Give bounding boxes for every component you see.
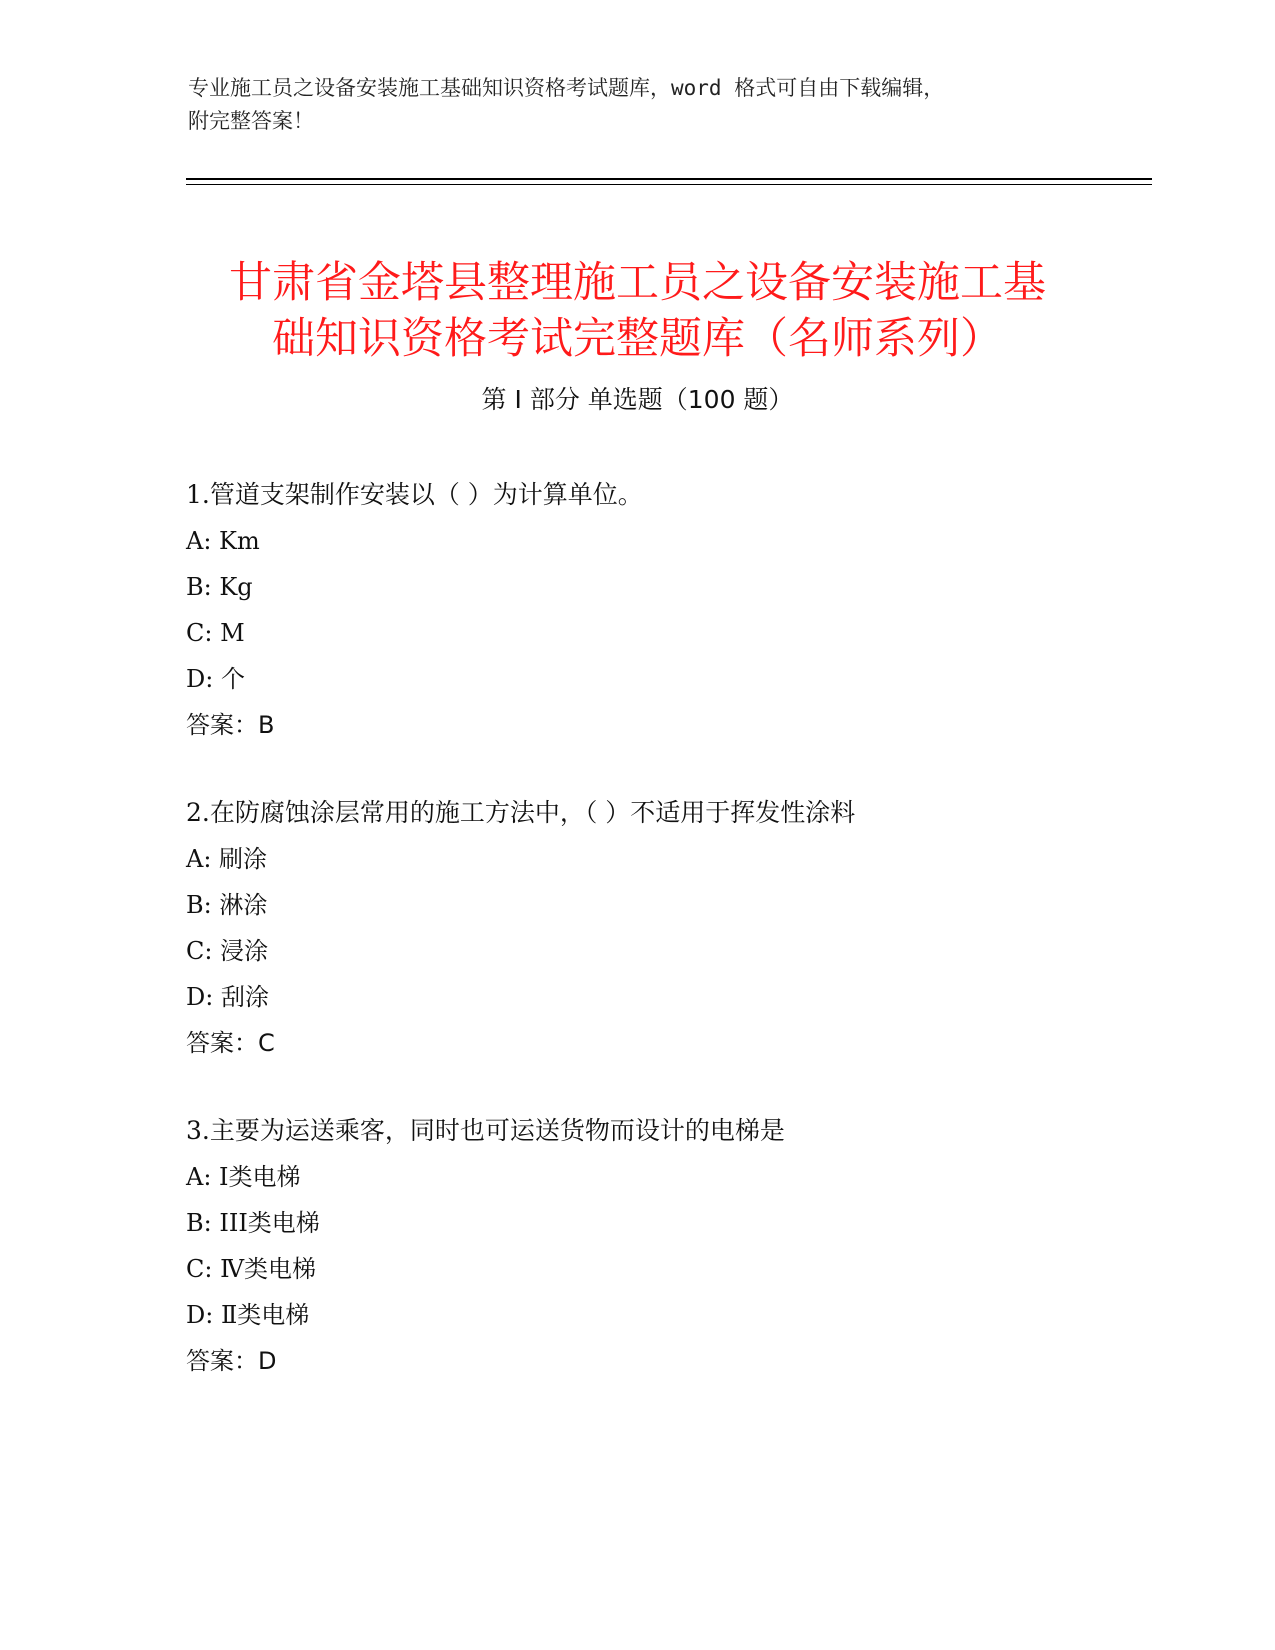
question-3: [186, 1114, 1186, 1378]
document-title-line-1: 甘肃省金塔县整理施工员之设备安装施工基: [229, 257, 1046, 308]
option-c: C: Ⅳ类电梯: [186, 1255, 317, 1283]
header-divider-thick: [186, 178, 1152, 180]
answer-label: 答案：D: [186, 1347, 277, 1375]
option-c: C: 浸涂: [186, 937, 269, 965]
section-heading: 第 I 部分 单选题（100 题）: [481, 385, 794, 414]
document-title-line-2: 础知识资格考试完整题库（名师系列）: [272, 313, 1003, 364]
question-stem: 3.主要为运送乘客，同时也可运送货物而设计的电梯是: [186, 1116, 785, 1145]
document-title: [150, 255, 1125, 367]
option-a: A: Km: [186, 527, 260, 555]
option-d: D: Ⅱ类电梯: [186, 1301, 310, 1329]
answer-label: 答案：B: [186, 711, 275, 739]
question-1: [186, 478, 1186, 742]
question-stem: 1.管道支架制作安装以（ ）为计算单位。: [186, 480, 643, 509]
answer-label: 答案：C: [186, 1029, 275, 1057]
question-stem: 2.在防腐蚀涂层常用的施工方法中，（ ）不适用于挥发性涂料: [186, 798, 856, 827]
option-d: D: 刮涂: [186, 983, 269, 1011]
header-divider-thin: [186, 184, 1152, 185]
option-a: A: Ⅰ类电梯: [186, 1163, 301, 1191]
header-note-line-2: 附完整答案！: [188, 109, 314, 133]
header-note-line-1: 专业施工员之设备安装施工基础知识资格考试题库，word 格式可自由下载编辑，: [188, 76, 945, 100]
option-b: B: Kg: [186, 573, 253, 601]
option-a: A: 刷涂: [186, 845, 268, 873]
option-b: B: III类电梯: [186, 1209, 320, 1237]
question-2: [186, 796, 1186, 1060]
option-b: B: 淋涂: [186, 891, 268, 919]
option-d: D: 个: [186, 665, 245, 693]
header-note: [188, 72, 1088, 138]
option-c: C: M: [186, 619, 245, 647]
